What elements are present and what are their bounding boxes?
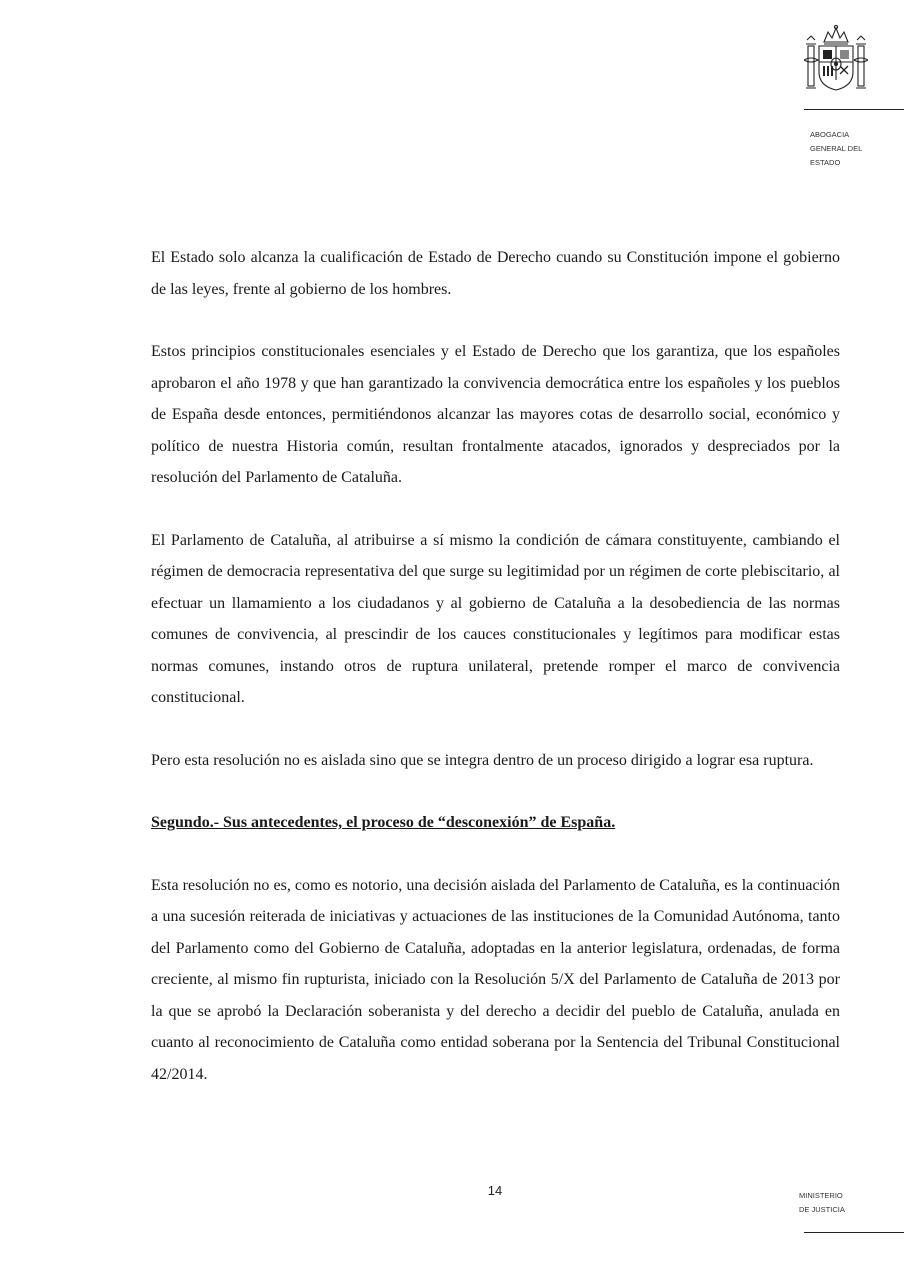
ministry-name <box>799 1189 845 1217</box>
ministry-line: MINISTERIO <box>799 1191 843 1200</box>
paragraph: Estos principios constitucionales esenciales y el Estado de Derecho que los garantiza, que los españoles aprobaron el año 1978 y que han garantizado la convivencia democrática entre los españoles y los pueblos de España desde entonces, permitiéndonos alcanzar las mayores cotas de desarrollo social, económico y político de nuestra Historia común, resultan frontalmente atacados, ignorados y despreciados por la resolución del Parlamento de Cataluña. <box>151 343 840 486</box>
ministry-line: DE JUSTICIA <box>799 1205 845 1214</box>
footer-rule <box>804 1232 904 1233</box>
org-line: ESTADO <box>810 158 841 167</box>
section-heading: Segundo.- Sus antecedentes, el proceso de “desconexión” de España. <box>151 814 616 831</box>
paragraph: Pero esta resolución no es aislada sino que se integra dentro de un proceso dirigido a lograr esa ruptura. <box>151 751 814 769</box>
header-rule <box>804 109 904 110</box>
organization-name <box>810 128 862 170</box>
org-line: GENERAL DEL <box>810 144 863 153</box>
page-number: 14 <box>487 1183 503 1198</box>
paragraph: El Estado solo alcanza la cualificación de Estado de Derecho cuando su Constitución impone el gobierno de las leyes, frente al gobierno de los hombres. <box>151 249 840 298</box>
document-body <box>151 242 840 1121</box>
org-line: ABOGACIA <box>810 130 850 139</box>
spanish-coat-of-arms-icon <box>804 24 868 94</box>
paragraph: El Parlamento de Cataluña, al atribuirse a sí mismo la condición de cámara constituyente, cambiando el régimen de democracia representativa del que surge su legitimidad por un régimen de corte plebiscitario, al efectuar un llamamiento a los ciudadanos y al gobierno de Cataluña a la desobediencia de las normas comunes de convivencia, al prescindir de los cauces constitucionales y legítimos para modificar estas normas comunes, instando otros de ruptura unilateral, pretende romper el marco de convivencia constitucional. <box>151 531 840 706</box>
paragraph: Esta resolución no es, como es notorio, una decisión aislada del Parlamento de Cataluña, es la continuación a una sucesión reiterada de iniciativas y actuaciones de las instituciones de la Comunidad Autónoma, tanto del Parlamento como del Gobierno de Cataluña, adoptadas en la anterior legislatura, ordenadas, de forma creciente, al mismo fin rupturista, iniciado con la Resolución 5/X del Parlamento de Cataluña de 2013 por la que se aprobó la Declaración soberanista y del derecho a decidir del pueblo de Cataluña, anulada en cuanto al reconocimiento de Cataluña como entidad soberana por la Sentencia del Tribunal Constitucional 42/2014. <box>151 876 840 1083</box>
